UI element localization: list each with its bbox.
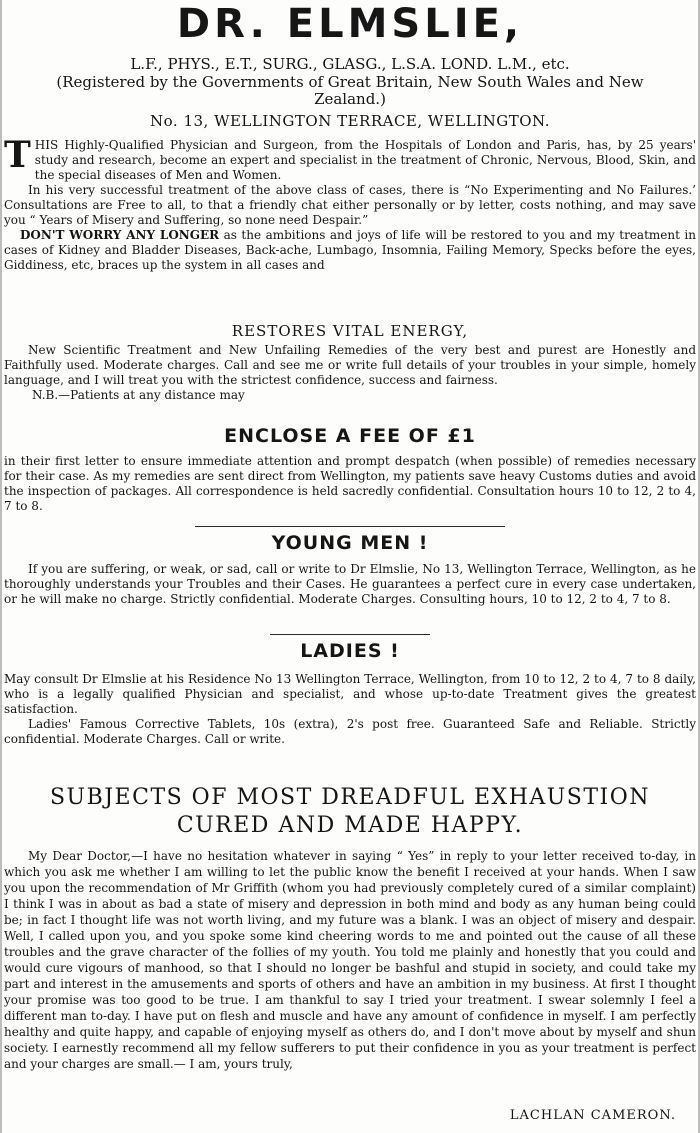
ladies-tablets-paragraph: Ladies' Famous Corrective Tablets, 10s (extra), 2's post free. Guaranteed Safe and Reliable. Strictly confidential. Moderate Charges. Call or write.: [4, 717, 696, 746]
vital-energy-section: [4, 343, 696, 403]
ladies-heading: LADIES !: [300, 640, 400, 662]
intro-paragraph: [4, 134, 696, 183]
intro-section: [4, 134, 696, 273]
testimonial-letter: My Dear Doctor,—I have no hesitation whatever in saying “ Yes” in reply to your letter received to-day, in which you ask me whether I am willing to let the public know the benefit I received at your hands. When I saw you upon the recommendation of Mr Griffith (whom you had previously completely cured of a similar complaint) I think I was in about as bad a state of misery and depression in both mind and body as any human being could be; in fact I thought life was not worth living, and my future was a blank. I was an object of misery and despair. Well, I called upon you, and you spoke some kind cheering words to me and pointed out the cause of all these troubles and the grave character of the follies of my youth. You told me plainly and honestly that you could and would cure vigours of manhood, so that I should no longer be bashful and stupid in society, and could take my part and interest in the amusements and sports of others and have an ambition in my business. At first I thought your promise was too good to be true. I am thankful to say I tried your treatment. I swear solemnly I feel a different man to-day. I have put on flesh and muscle and have any amount of confidence in myself. I am perfectly healthy and quite happy, and capable of enjoying myself as others do, and I don't move about by myself and shun society. I earnestly recommend all my fellow sufferers to put their confidence in you as your treatment is perfect and your charges are small.— I am, yours truly,: [4, 849, 696, 1071]
worry-paragraph: [4, 228, 696, 273]
experimenting-paragraph: In his very successful treatment of the above class of cases, there is “No Experimenting and No Failures.’ Consultations are Free to all, to that a friendly chat either personally or by letter, costs nothing, and may save you “ Years of Misery and Suffering, so none need Despair.”: [4, 183, 696, 227]
vital-energy-heading: RESTORES VITAL ENERGY,: [231, 322, 469, 340]
advert-title: DR. ELMSLIE,: [176, 1, 524, 47]
worry-lead-text: DON'T WORRY ANY LONGER: [20, 228, 220, 242]
ladies-paragraph: May consult Dr Elmslie at his Residence No 13 Wellington Terrace, Wellington, from 10 to 12, 2 to 4, 7 to 8 daily, who is a legally qualified Physician and specialist, and whose up-to-date Treatment gives the greatest satisfaction.: [4, 672, 696, 716]
left-column-rule: [0, 0, 2, 1133]
testimonial-heading-line2: CURED AND MADE HAPPY.: [176, 813, 524, 838]
testimonial-signature: LACHLAN CAMERON.: [509, 1108, 676, 1123]
divider-1: [195, 526, 505, 527]
vital-energy-paragraph: New Scientific Treatment and New Unfailing Remedies of the very best and purest are Honestly and Faithfully used. Moderate charges. Call and see me or write full details of your troubles in your simple, homely language, and I will treat you with the strictest confidence, success and fairness.: [4, 343, 696, 387]
registration-note: (Registered by the Governments of Great Britain, New South Wales and New Zealand.): [56, 73, 644, 108]
testimonial-heading-line1: SUBJECTS OF MOST DREADFUL EXHAUSTION: [49, 785, 651, 810]
worry-text: as the ambitions and joys of life will be restored to you and my treatment in cases of Kidney and Bladder Diseases, Back-ache, Lumbago, Insomnia, Failing Memory, Specks before the eyes, Giddiness, etc, braces up the system in all cases and: [4, 228, 696, 272]
fee-heading: ENCLOSE A FEE OF £1: [224, 425, 476, 447]
ladies-section: [4, 672, 696, 747]
young-men-paragraph: If you are suffering, or weak, or sad, call or write to Dr Elmslie, No 13, Wellington Terrace, Wellington, as he thoroughly understands your Troubles and their Cases. He guarantees a perfect cure in every case undertaken, or he will make no charge. Strictly confidential. Moderate Charges. Consulting hours, 10 to 12, 2 to 4, 7 to 8.: [4, 562, 696, 606]
young-men-heading: YOUNG MEN !: [271, 532, 429, 554]
fee-paragraph: in their first letter to ensure immediate attention and prompt despatch (when possible) of remedies necessary for their case. As my remedies are sent direct from Wellington, my patients save heavy Customs duties and avoid the inspection of packages. All correspondence is held sacredly confidential. Consultation hours 10 to 12, 2 to 4, 7 to 8.: [4, 454, 696, 513]
credentials-line: L.F., PHYS., E.T., SURG., GLASG., L.S.A. LOND. L.M., etc.: [130, 55, 570, 73]
nb-note: N.B.—Patients at any distance may: [32, 388, 245, 402]
address-line: No. 13, WELLINGTON TERRACE, WELLINGTON.: [150, 112, 550, 130]
intro-text: HIS Highly-Qualified Physician and Surgeon, from the Hospitals of London and Paris, has, by 25 years' study and research, become an expert and specialist in the treatment of Chronic, Nervous, Blood, Skin, and the special diseases of Men and Women.: [34, 138, 696, 182]
drop-cap-letter: T: [4, 134, 31, 176]
divider-2: [270, 634, 430, 635]
